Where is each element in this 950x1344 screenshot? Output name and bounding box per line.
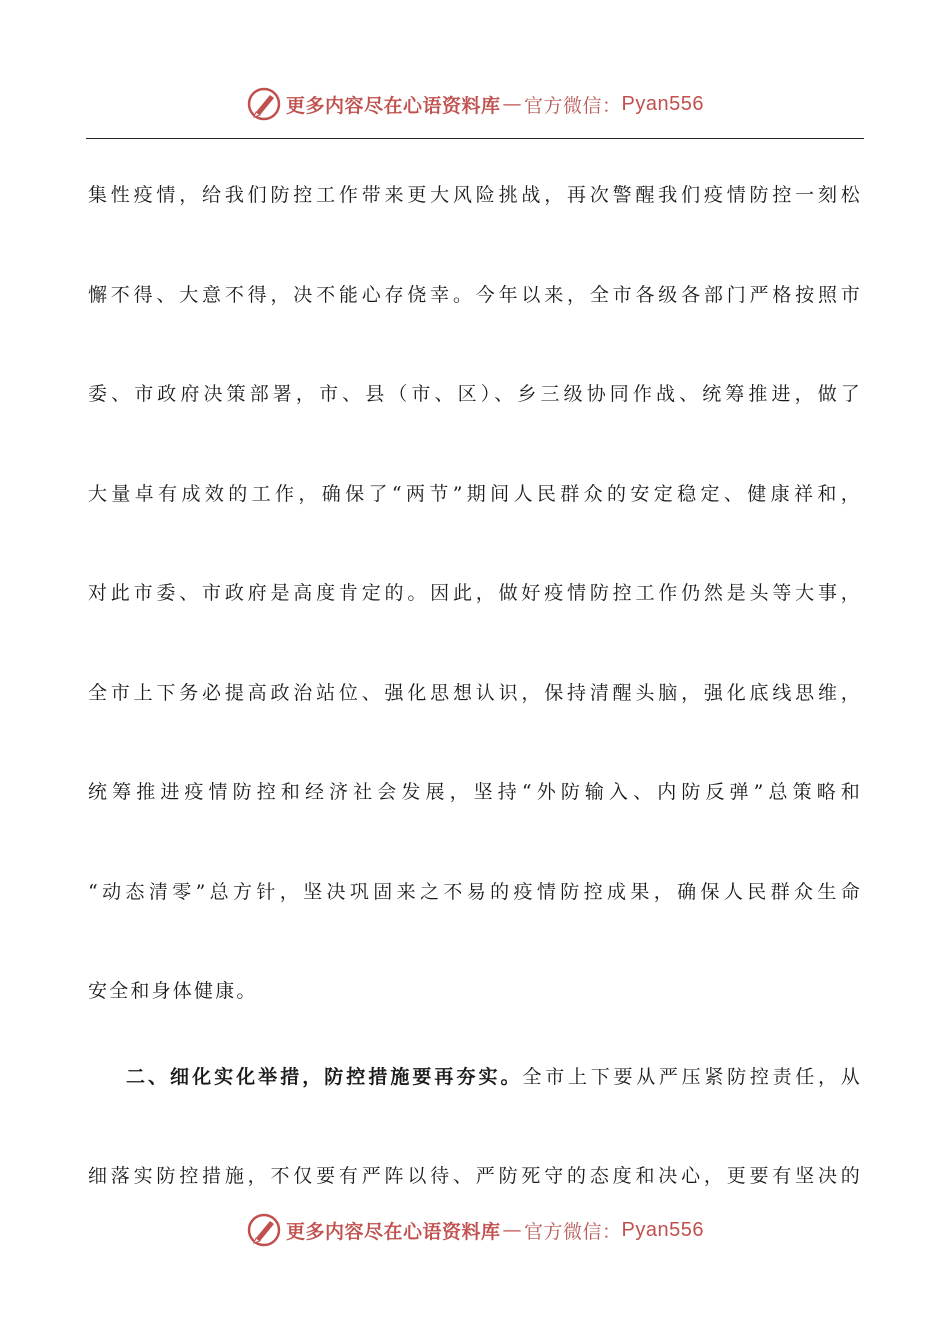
header-watermark bbox=[0, 82, 950, 126]
text-line: 对此市委、市政府是高度肯定的。因此，做好疫情防控工作仍然是头等大事， bbox=[88, 582, 862, 604]
text-line: 大量卓有成效的工作，确保了“两节”期间人民群众的安定稳定、健康祥和， bbox=[88, 482, 862, 505]
document-body bbox=[88, 146, 862, 1227]
text-line: 集性疫情，给我们防控工作带来更大风险挑战，再次警醒我们疫情防控一刻松 bbox=[88, 184, 862, 206]
footer-dash: — bbox=[502, 1219, 523, 1241]
text-line: 懈不得、大意不得，决不能心存侥幸。今年以来，全市各级各部门严格按照市 bbox=[88, 283, 862, 306]
header-wechat-id: Pyan556 bbox=[621, 92, 704, 115]
footer-brand: 更多内容尽在心语资料库 bbox=[286, 1220, 501, 1243]
footer-wechat-id: Pyan556 bbox=[621, 1218, 704, 1241]
pen-logo-icon bbox=[246, 1212, 282, 1248]
header-brand: 更多内容尽在心语资料库 bbox=[286, 94, 501, 117]
text-line: 安全和身体健康。 bbox=[88, 980, 258, 1002]
section-heading: 二、细化实化举措，防控措施要再夯实。 bbox=[126, 1065, 523, 1088]
header-rule bbox=[86, 138, 864, 139]
header-dash: — bbox=[502, 93, 523, 115]
footer-watermark bbox=[0, 1208, 950, 1252]
footer-wechat-label: 官方微信： bbox=[524, 1220, 622, 1243]
header-wechat-label: 官方微信： bbox=[524, 94, 622, 117]
text-run: 全市上下要从严压紧防控责任，从 bbox=[522, 1065, 862, 1088]
text-line: 全市上下务必提高政治站位、强化思想认识，保持清醒头脑，强化底线思维， bbox=[88, 681, 862, 704]
section-heading-line bbox=[88, 1028, 862, 1128]
text-line: 统筹推进疫情防控和经济社会发展，坚持“外防输入、内防反弹”总策略和 bbox=[88, 781, 862, 803]
text-line: “动态清零”总方针，坚决巩固来之不易的疫情防控成果，确保人民群众生命 bbox=[88, 880, 862, 903]
text-line: 委、市政府决策部署，市、县（市、区）、乡三级协同作战、统筹推进，做了 bbox=[88, 383, 862, 405]
text-line: 细落实防控措施，不仅要有严阵以待、严防死守的态度和决心，更要有坚决的 bbox=[88, 1165, 862, 1187]
pen-logo-icon bbox=[246, 86, 282, 122]
